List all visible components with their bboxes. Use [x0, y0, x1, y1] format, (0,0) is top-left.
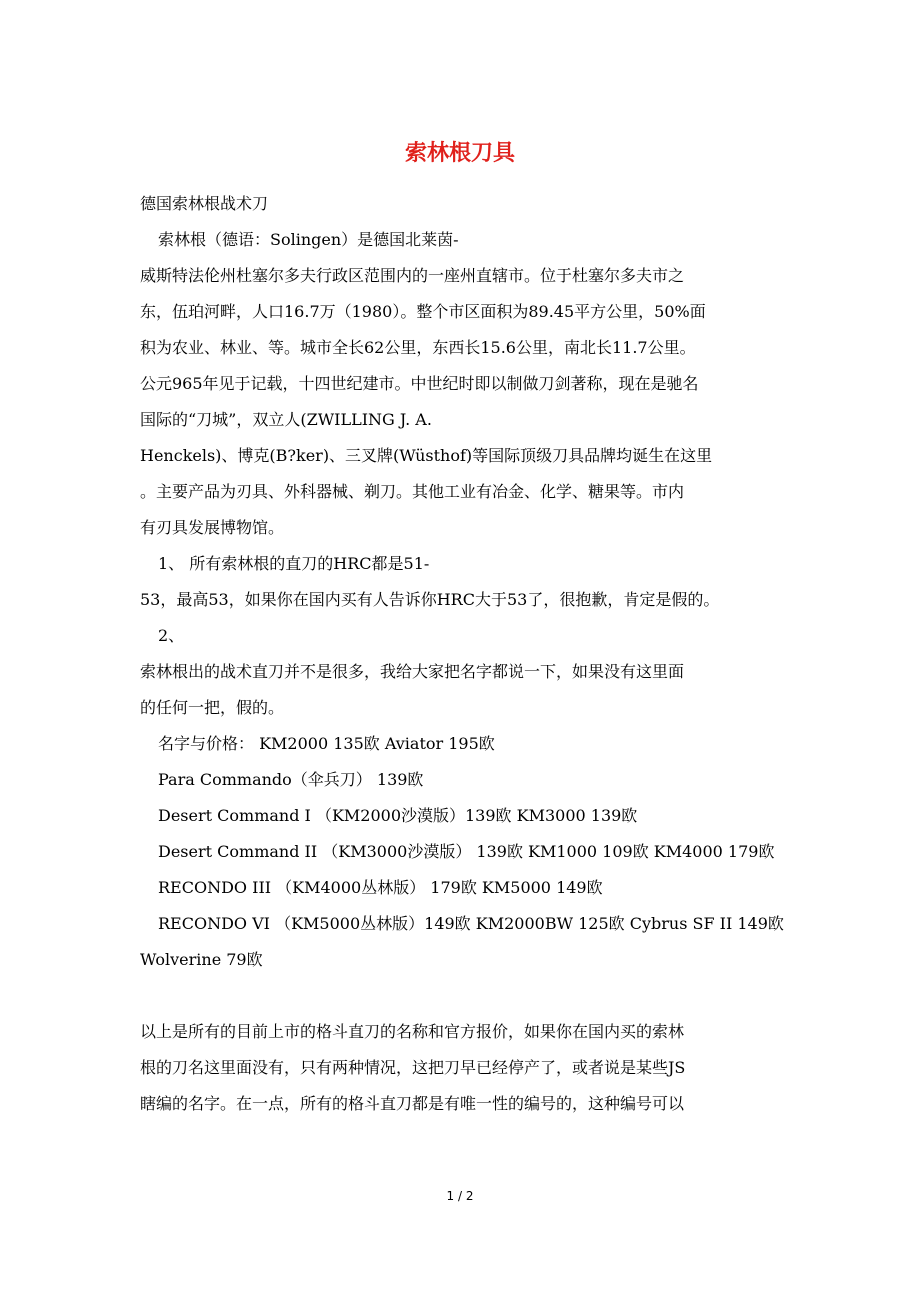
text-line: 东，伍珀河畔，人口16.7万（1980）。整个市区面积为89.45平方公里，50%面 — [140, 302, 706, 321]
text-line: 53，最高53，如果你在国内买有人告诉你HRC大于53了，很抱歉，肯定是假的。 — [140, 590, 720, 609]
text-line: 有刃具发展博物馆。 — [140, 518, 285, 537]
text-line: 2、 — [158, 626, 185, 645]
text-line: 公元965年见于记载，十四世纪建市。中世纪时即以制做刀剑著称，现在是驰名 — [140, 374, 699, 393]
document-title: 索林根刀具 — [404, 141, 515, 166]
text-line: 威斯特法伦州杜塞尔多夫行政区范围内的一座州直辖市。位于杜塞尔多夫市之 — [140, 266, 685, 285]
text-line: 国际的“刀城”，双立人(ZWILLING J. A. — [140, 410, 432, 429]
text-line: 1、 所有索林根的直刀的HRC都是51- — [158, 554, 430, 573]
text-line: RECONDO VI （KM5000丛林版）149欧 KM2000BW 125欧 Cybrus SF II 149欧 — [158, 914, 784, 933]
page-indicator: 1 / 2 — [446, 1189, 474, 1203]
text-line: 根的刀名这里面没有，只有两种情况，这把刀早已经停产了，或者说是某些JS — [140, 1058, 686, 1077]
text-line: 德国索林根战术刀 — [140, 194, 269, 213]
text-line: 名字与价格： KM2000 135欧 Aviator 195欧 — [158, 734, 495, 753]
text-line: RECONDO III （KM4000丛林版） 179欧 KM5000 149欧 — [158, 878, 603, 897]
text-line: 的任何一把，假的。 — [140, 698, 285, 717]
text-line: Wolverine 79欧 — [140, 950, 263, 969]
text-line: 以上是所有的目前上市的格斗直刀的名称和官方报价，如果你在国内买的索林 — [140, 1022, 685, 1041]
text-line: Para Commando（伞兵刀） 139欧 — [158, 770, 424, 789]
text-line: 索林根（德语：Solingen）是德国北莱茵- — [158, 230, 459, 249]
blank-line — [140, 978, 785, 1014]
text-line: 积为农业、林业、等。城市全长62公里，东西长15.6公里，南北长11.7公里。 — [140, 338, 696, 357]
text-line: 索林根出的战术直刀并不是很多，我给大家把名字都说一下，如果没有这里面 — [140, 662, 685, 681]
text-line: Desert Command I （KM2000沙漠版）139欧 KM3000 139欧 — [158, 806, 638, 825]
text-line: 瞎编的名字。在一点，所有的格斗直刀都是有唯一性的编号的，这种编号可以 — [140, 1094, 685, 1113]
document-body — [140, 186, 785, 1122]
text-line: Henckels)、博克(B?ker)、三叉牌(Wüsthof)等国际顶级刀具品牌均诞生在这里 — [140, 446, 713, 465]
text-line: 。主要产品为刃具、外科器械、剃刀。其他工业有冶金、化学、糖果等。市内 — [140, 482, 685, 501]
text-line: Desert Command II （KM3000沙漠版） 139欧 KM1000 109欧 KM4000 179欧 — [158, 842, 775, 861]
